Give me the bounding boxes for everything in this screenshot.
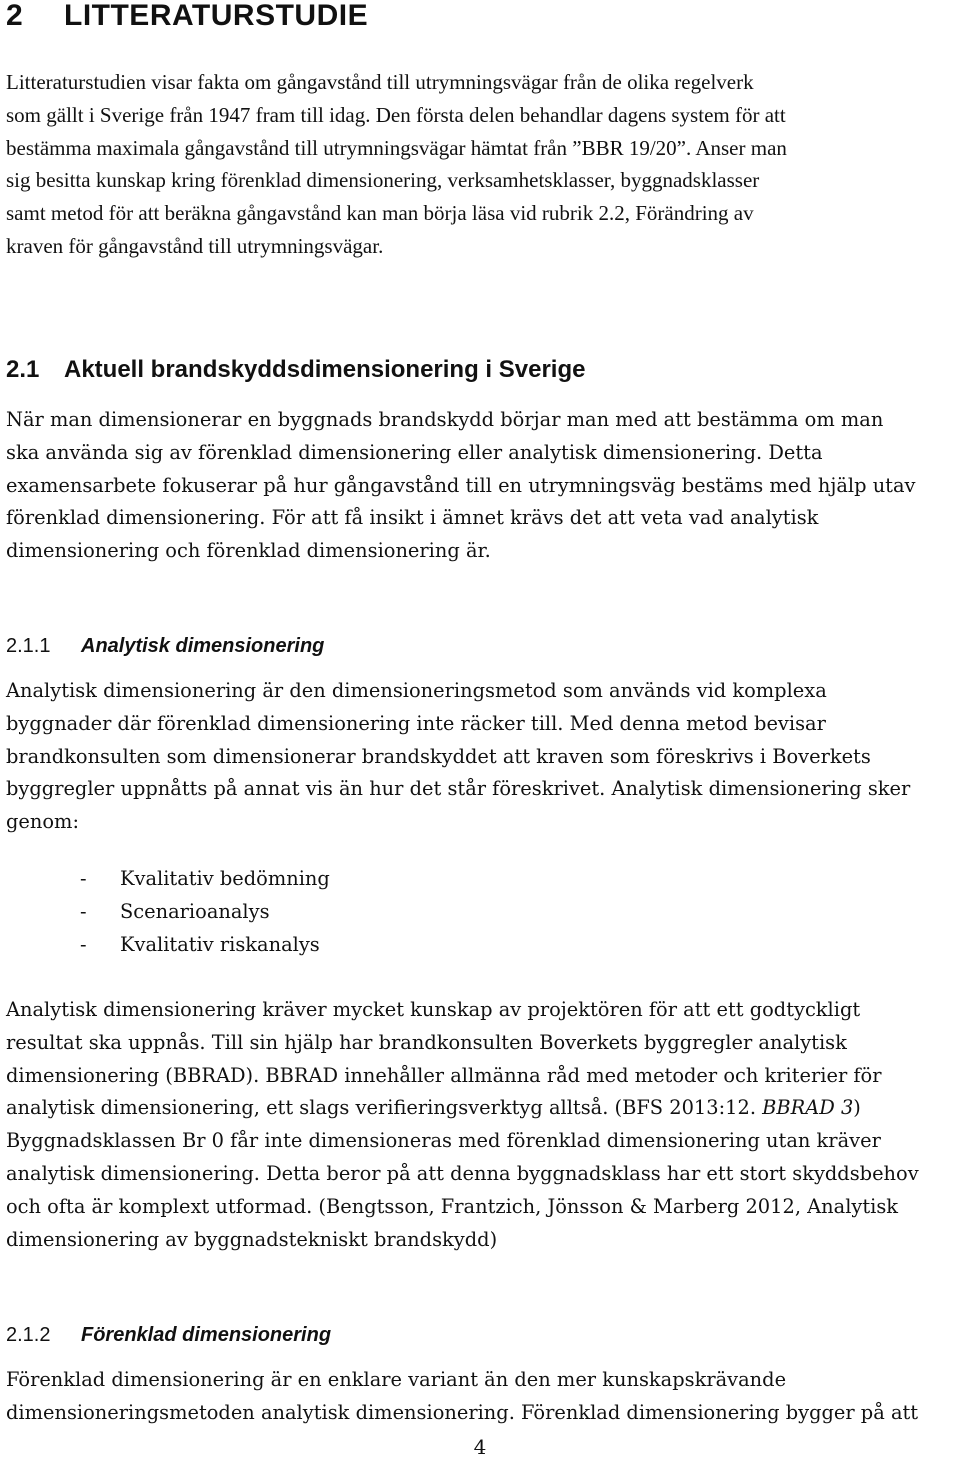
- paragraph-line: förenklad dimensionering. För att få insikt i ämnet krävs det att veta vad analytisk: [6, 506, 819, 530]
- method-list: [80, 862, 330, 961]
- paragraph-line: dimensionering av byggnadstekniskt brandskydd): [6, 1227, 498, 1251]
- list-item-text: Scenarioanalys: [120, 900, 270, 923]
- paragraph-line: [6, 1092, 956, 1125]
- paragraph-line: som gällt i Sverige från 1947 fram till idag. Den första delen behandlar dagens system för att: [6, 102, 786, 127]
- paragraph-line: dimensioneringsmetoden analytisk dimensionering. Förenklad dimensionering bygger på att: [6, 1400, 919, 1424]
- list-marker: -: [80, 933, 87, 956]
- subsection-number: 2.1.1: [6, 635, 51, 657]
- subsection-title: Analytisk dimensionering: [81, 635, 325, 657]
- paragraph-line: byggregler uppnåtts på annat vis än hur det står föreskrivet. Analytisk dimensionering sker: [6, 777, 911, 801]
- paragraph-line: Analytisk dimensionering är den dimensioneringsmetod som används vid komplexa: [6, 679, 827, 702]
- section-2-1-paragraph: [6, 404, 956, 568]
- paragraph-line: examensarbete fokuserar på hur gångavstånd till en utrymningsväg bestäms med hjälp utav: [6, 473, 916, 497]
- paragraph-line: resultat ska uppnås. Till sin hjälp har brandkonsulten Boverkets byggregler analytisk: [6, 1030, 847, 1054]
- citation-close: ): [853, 1096, 861, 1120]
- paragraph-line: brandkonsulten som dimensionerar brandskyddet att kraven som föreskrivs i Boverkets: [6, 744, 871, 768]
- list-item: [80, 862, 330, 895]
- subsection-heading-2-1-1: [6, 634, 324, 658]
- paragraph-line: kraven för gångavstånd till utrymningsvägar.: [6, 233, 384, 258]
- section-number: 2.1: [6, 356, 40, 383]
- paragraph-line: byggnader där förenklad dimensionering inte räcker till. Med denna metod bevisar: [6, 711, 826, 735]
- list-item-text: Kvalitativ bedömning: [120, 867, 330, 890]
- paragraph-line: dimensionering och förenklad dimensionering är.: [6, 539, 491, 563]
- chapter-heading: [6, 0, 368, 32]
- section-heading-2-1: [6, 356, 585, 384]
- paragraph-line: och ofta är komplext utformad. (Bengtsson, Frantzich, Jönsson & Marberg 2012, Analytisk: [6, 1194, 899, 1218]
- list-marker: -: [80, 867, 87, 890]
- page-number: 4: [473, 1435, 487, 1459]
- section-2-1-2-paragraph: [6, 1364, 956, 1430]
- chapter-number: 2: [6, 0, 24, 32]
- paragraph-line: Byggnadsklassen Br 0 får inte dimensioneras med förenklad dimensionering utan kräver: [6, 1129, 881, 1153]
- paragraph-line: Förenklad dimensionering är en enklare variant än den mer kunskapskrävande: [6, 1368, 787, 1391]
- paragraph-line: sig besitta kunskap kring förenklad dimensionering, verksamhetsklasser, byggnadsklasser: [6, 168, 760, 193]
- paragraph-line: genom:: [6, 810, 79, 834]
- list-item-text: Kvalitativ riskanalys: [120, 933, 320, 956]
- section-title: Aktuell brandskyddsdimensionering i Sverige: [64, 356, 586, 383]
- citation-italic: BBRAD 3: [762, 1096, 854, 1120]
- paragraph-line: Analytisk dimensionering kräver mycket kunskap av projektören för att ett godtyckligt: [6, 998, 861, 1021]
- paragraph-line: När man dimensionerar en byggnads brandskydd börjar man med att bestämma om man: [6, 408, 884, 431]
- citation-text: analytisk dimensionering, ett slags verifieringsverktyg alltså. (BFS 2013:12.: [6, 1096, 763, 1120]
- paragraph-line: Litteraturstudien visar fakta om gångavstånd till utrymningsvägar från de olika regelverk: [6, 70, 754, 94]
- paragraph-line: dimensionering (BBRAD). BBRAD innehåller allmänna råd med metoder och kriterier för: [6, 1063, 882, 1087]
- subsection-heading-2-1-2: [6, 1323, 331, 1347]
- list-marker: -: [80, 900, 87, 923]
- list-item: [80, 928, 330, 961]
- paragraph-line: analytisk dimensionering. Detta beror på att denna byggnadsklass har ett stort skyddsbehov: [6, 1161, 919, 1185]
- chapter-title: LITTERATURSTUDIE: [64, 0, 369, 32]
- paragraph-line: ska använda sig av förenklad dimensionering eller analytisk dimensionering. Detta: [6, 440, 823, 464]
- section-2-1-1-paragraph-2: [6, 994, 956, 1256]
- paragraph-line: samt metod för att beräkna gångavstånd kan man börja läsa vid rubrik 2.2, Förändring av: [6, 201, 754, 226]
- list-item: [80, 895, 330, 928]
- chapter-intro-paragraph: [6, 66, 956, 263]
- paragraph-line: bestämma maximala gångavstånd till utrymningsvägar hämtat från ”BBR 19/20”. Anser man: [6, 135, 787, 160]
- subsection-number: 2.1.2: [6, 1324, 51, 1346]
- section-2-1-1-paragraph: [6, 675, 956, 839]
- subsection-title: Förenklad dimensionering: [81, 1324, 332, 1346]
